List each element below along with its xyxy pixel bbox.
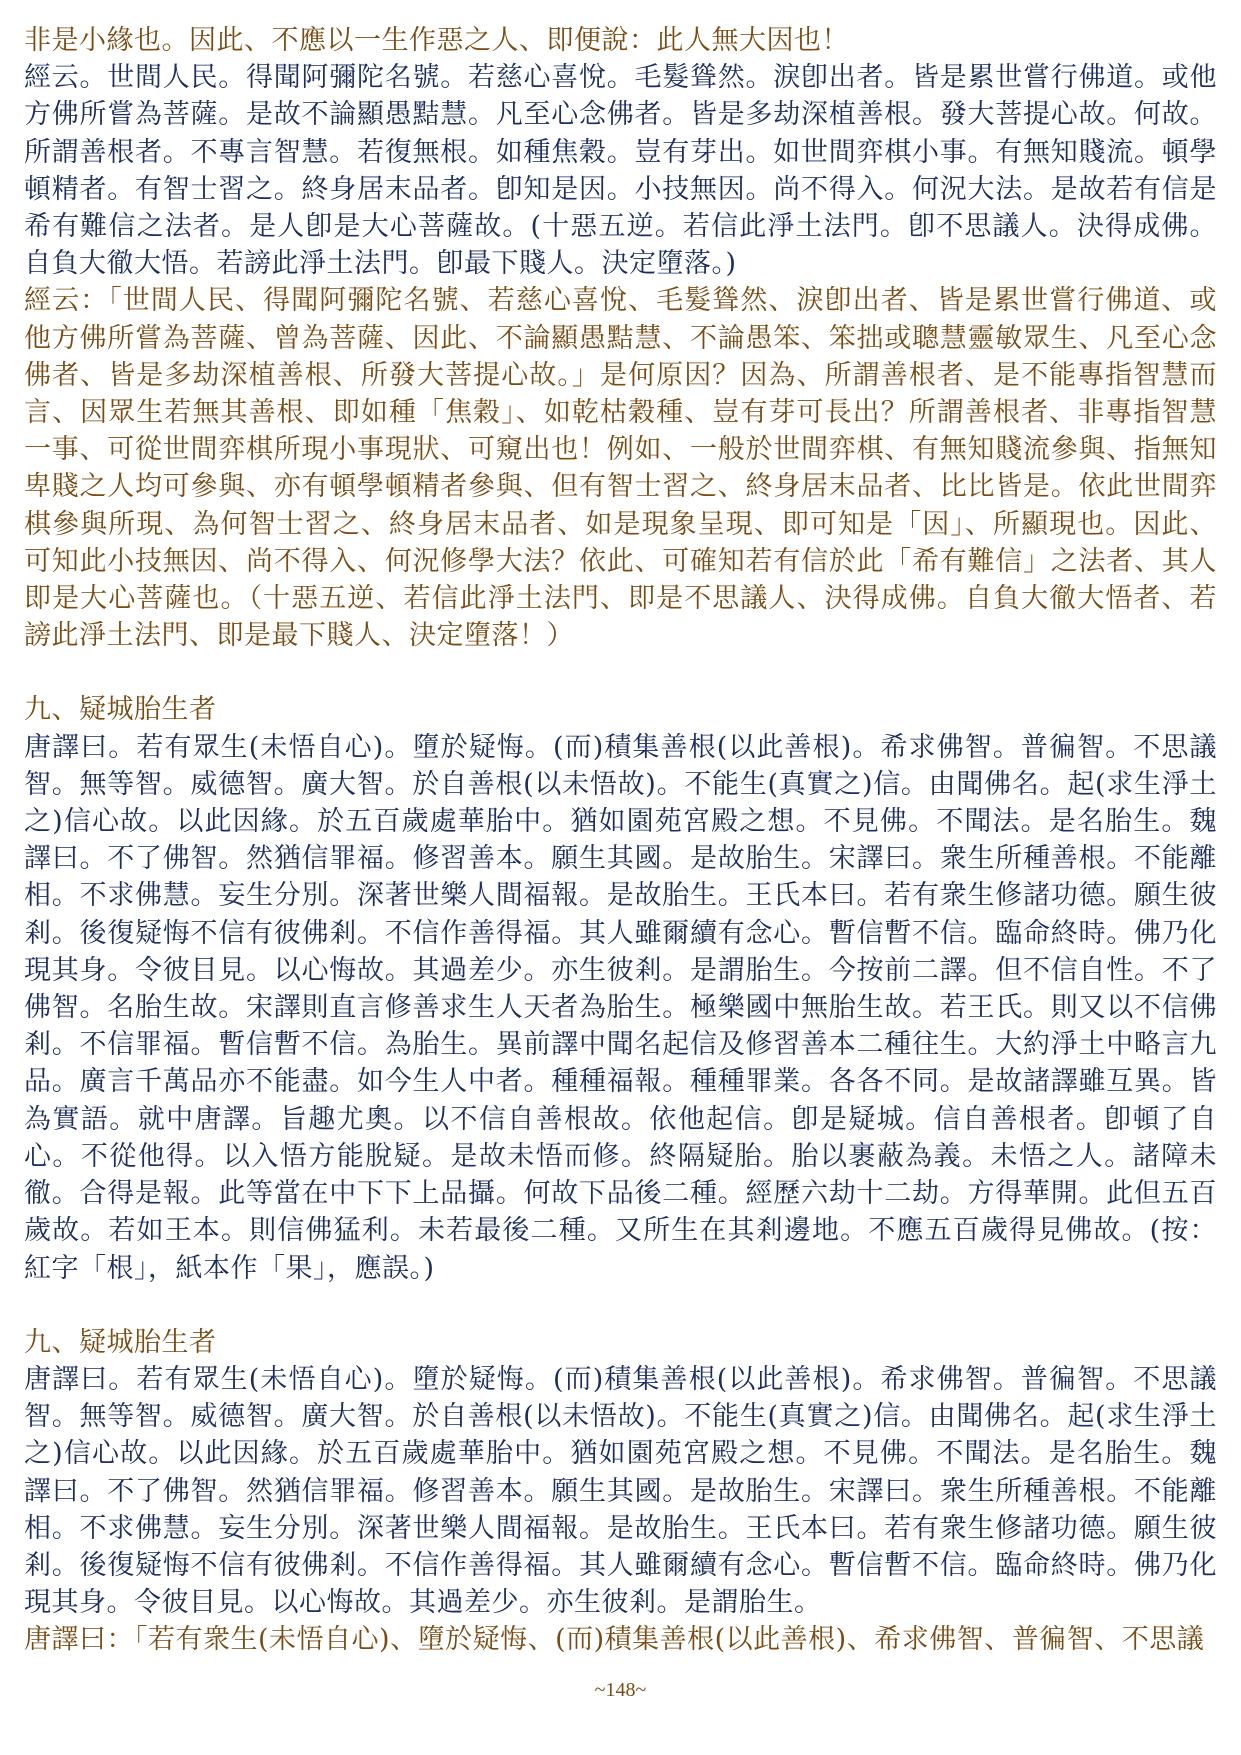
intro-line: 非是小緣也。因此、不應以一生作惡之人、即便說：此人無大因也！ — [24, 25, 849, 56]
translation-paragraph-repeat: 唐譯曰。若有眾生(未悟自心)。墮於疑悔。(而)積集善根(以此善根)。希求佛智。普徧智。不思議智。無等智。威德智。廣大智。於自善根(以未悟故)。不能生(真實之)信。由聞佛名。起(求生淨土之)信心故。以此因緣。於五百歲處華胎中。猶如園苑宮殿之想。不見佛。不聞法。是名胎生。魏譯曰。不了佛智。然猶信罪福。修習善本。願生其國。是故胎生。宋譯曰。衆生所種善根。不能離相。不求佛慧。妄生分別。深著世樂人間福報。是故胎生。王氏本曰。若有衆生修諸功德。願生彼剎。後復疑悔不信有彼佛剎。不信作善得福。其人雖爾續有念心。暫信暫不信。臨命終時。佛乃化現其身。令彼目見。以心悔故。其過差少。亦生彼剎。是謂胎生。 — [24, 1363, 1217, 1619]
page-body — [24, 22, 1217, 1659]
commentary-start-line: 唐譯曰：「若有衆生(未悟自心)、墮於疑悔、(而)積集善根(以此善根)、希求佛智、普徧智、不思議 — [24, 1624, 1205, 1656]
sutra-commentary-paragraph: 經云：「世間人民、得聞阿彌陀名號、若慈心喜悅、毛髮聳然、淚卽出者、皆是累世嘗行佛道、或他方佛所嘗為菩薩、曾為菩薩、因此、不論顯愚黠慧、不論愚笨、笨拙或聰慧靈敏眾生、凡至心念佛者、皆是多劫深植善根、所發大菩提心故。」是何原因？因為、所謂善根者、是不能專指智慧而言、因眾生若無其善根、即如種「焦穀」、如乾枯穀種、豈有芽可長出？所謂善根者、非專指智慧一事、可從世間弈棋所現小事現狀、可窺出也！例如、一般於世間弈棋、有無知賤流參與、指無知卑賤之人均可參與、亦有頓學頓精者參與、但有智士習之、終身居末品者、比比皆是。依此世間弈棋參與所現、為何智士習之、終身居末品者、如是現象呈現、即可知是「因」、所顯現也。因此、可知此小技無因、尚不得入、何況修學大法？依此、可確知若有信於此「希有難信」之法者、其人即是大心菩薩也。（十惡五逆、若信此淨土法門、即是不思議人、決得成佛。自負大徹大悟者、若謗此淨土法門、即是最下賤人、決定墮落！） — [24, 285, 1217, 652]
paragraph-gap — [24, 654, 1217, 691]
translation-paragraph: 唐譯曰。若有眾生(未悟自心)。墮於疑悔。(而)積集善根(以此善根)。希求佛智。普徧智。不思議智。無等智。威德智。廣大智。於自善根(以未悟故)。不能生(真實之)信。由聞佛名。起(求生淨土之)信心故。以此因緣。於五百歲處華胎中。猶如園苑宮殿之想。不見佛。不聞法。是名胎生。魏譯曰。不了佛智。然猶信罪福。修習善本。願生其國。是故胎生。宋譯曰。衆生所種善根。不能離相。不求佛慧。妄生分別。深著世樂人間福報。是故胎生。王氏本曰。若有衆生修諸功德。願生彼剎。後復疑悔不信有彼佛剎。不信作善得福。其人雖爾續有念心。暫信暫不信。臨命終時。佛乃化現其身。令彼目見。以心悔故。其過差少。亦生彼剎。是謂胎生。今按前二譯。但不信自性。不了佛智。名胎生故。宋譯則直言修善求生人天者為胎生。極樂國中無胎生故。若王氏。則又以不信佛剎。不信罪福。暫信暫不信。為胎生。異前譯中聞名起信及修習善本二種往生。大約淨土中略言九品。廣言千萬品亦不能盡。如今生人中者。種種福報。種種罪業。各各不同。是故諸譯雖互異。皆為實語。就中唐譯。旨趣尤奧。以不信自善根故。依他起信。卽是疑城。信自善根者。卽頓了自心。不從他得。以入悟方能脫疑。是故未悟而修。終隔疑胎。胎以裹蔽為義。未悟之人。諸障未徹。合得是報。此等當在中下下上品攝。何故下品後二種。經歷六劫十二劫。方得華開。此但五百歲故。若如王本。則信佛猛利。未若最後二種。又所生在其剎邊地。不應五百歲得見佛故。(按：紅字「根」，紙本作「果」，應誤。) — [24, 731, 1217, 1284]
sutra-quote-paragraph: 經云。世間人民。得聞阿彌陀名號。若慈心喜悅。毛髮聳然。淚卽出者。皆是累世嘗行佛道。或他方佛所嘗為菩薩。是故不論顯愚黠慧。凡至心念佛者。皆是多劫深植善根。發大菩提心故。何故。所謂善根者。不專言智慧。若復無根。如種焦穀。豈有芽出。如世間弈棋小事。有無知賤流。頓學頓精者。有智士習之。終身居末品者。卽知是因。小技無因。尚不得入。何況大法。是故若有信是希有難信之法者。是人卽是大心菩薩故。(十惡五逆。若信此淨土法門。卽不思議人。決得成佛。自負大徹大悟。若謗此淨土法門。卽最下賤人。決定墮落。) — [24, 62, 1217, 280]
section-heading-repeat: 九、疑城胎生者 — [24, 1326, 217, 1358]
paragraph-gap — [24, 1287, 1217, 1324]
section-heading: 九、疑城胎生者 — [24, 694, 217, 726]
page-number: ~148~ — [594, 1679, 647, 1701]
